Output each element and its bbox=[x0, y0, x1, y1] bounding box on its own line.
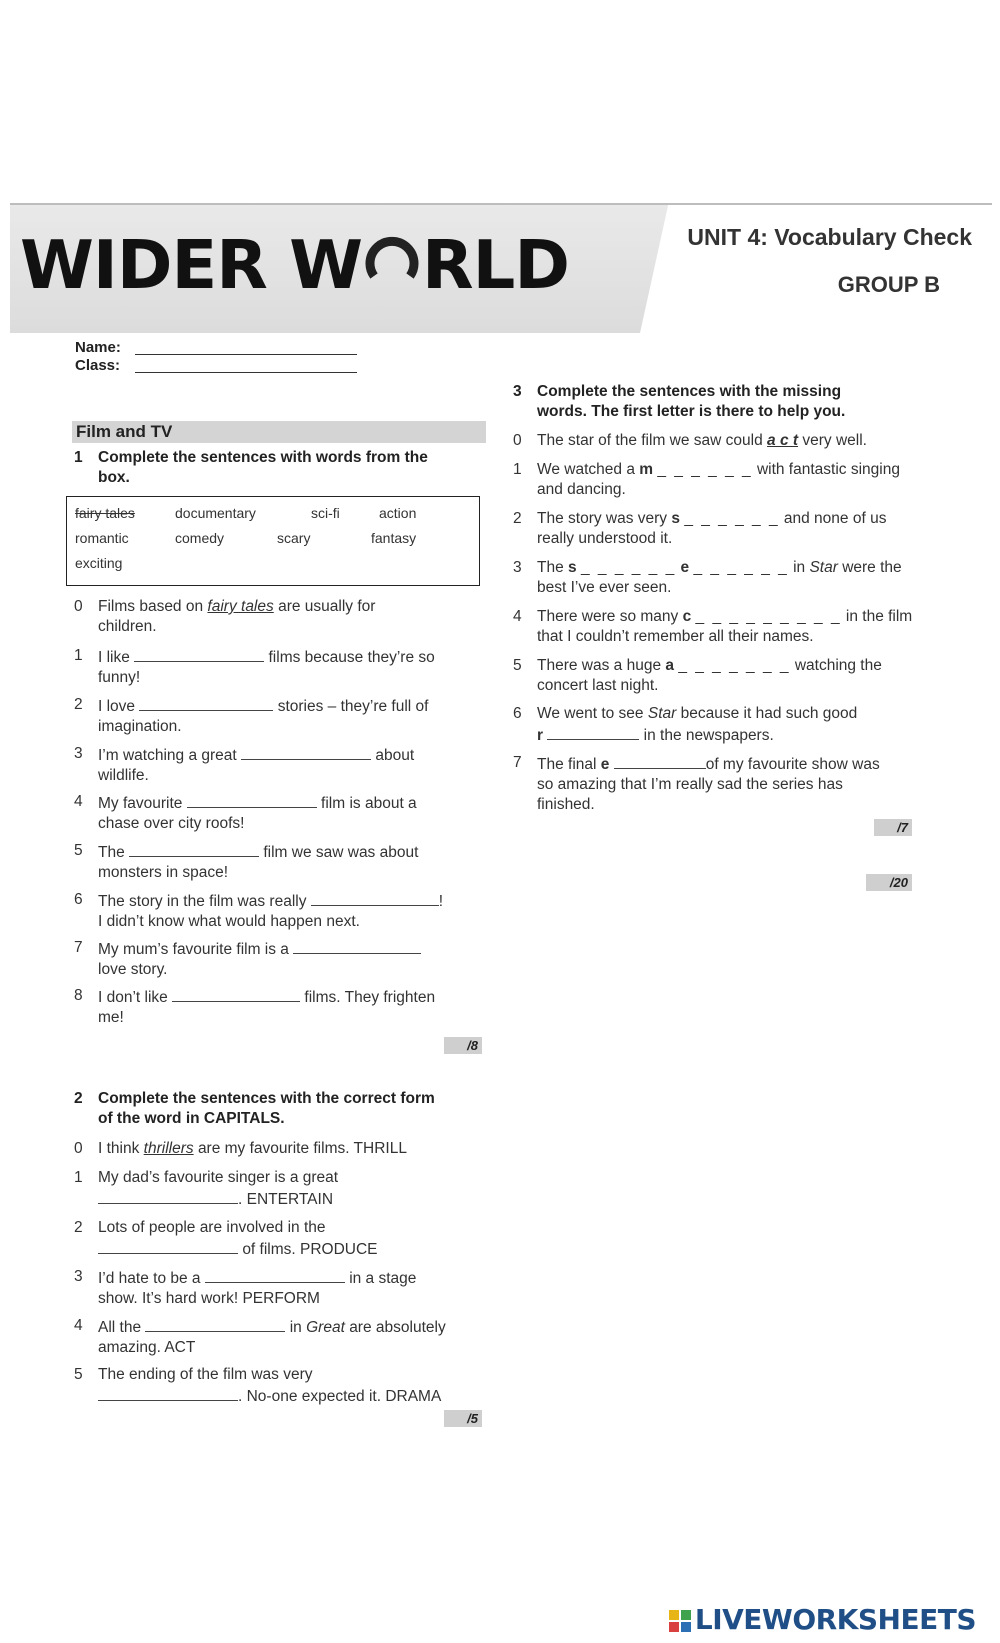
group-label: GROUP B bbox=[837, 272, 940, 297]
item-text: best I’ve ever seen. bbox=[537, 579, 672, 596]
item-text: very well. bbox=[802, 432, 867, 449]
item-text: There was a huge bbox=[537, 657, 662, 674]
ex2-score: /5 bbox=[444, 1410, 482, 1427]
ex1-item bbox=[74, 841, 478, 883]
logo-text-part1: WIDER W bbox=[20, 226, 363, 304]
word-exciting: exciting bbox=[75, 555, 123, 571]
item-text: There were so many bbox=[537, 608, 679, 625]
item-text: We watched a bbox=[537, 461, 635, 478]
ex2-item bbox=[74, 1218, 478, 1260]
item-text: We went to see bbox=[537, 705, 644, 722]
word-scary: scary bbox=[277, 530, 311, 546]
item-text: with fantastic singing bbox=[756, 461, 900, 478]
item-text: of my favourite show was bbox=[705, 756, 880, 773]
ex3-instruction-line2: words. The first letter is there to help you. bbox=[537, 403, 846, 420]
ex1-item bbox=[74, 986, 478, 1028]
item-text: . ENTERTAIN bbox=[238, 1191, 334, 1208]
item-text: The bbox=[537, 559, 564, 576]
letter-blanks[interactable]: _ _ _ _ _ _ _ bbox=[678, 657, 791, 674]
ex3-item bbox=[513, 460, 937, 500]
item-text: I don’t like bbox=[98, 989, 168, 1006]
first-letter: e bbox=[600, 756, 610, 773]
ex2-item bbox=[74, 1168, 478, 1210]
first-letter: r bbox=[537, 727, 544, 744]
answer-blank[interactable] bbox=[139, 695, 273, 711]
first-letter: m bbox=[639, 461, 654, 478]
item-text: in the newspapers. bbox=[643, 727, 774, 744]
ex1-item bbox=[74, 938, 478, 980]
class-field[interactable] bbox=[135, 372, 357, 373]
first-letter: c bbox=[682, 608, 692, 625]
item-text: My dad’s favourite singer is a great bbox=[98, 1169, 339, 1186]
item-number: 3 bbox=[74, 1268, 83, 1285]
letter-blanks[interactable]: _ _ _ _ _ _ bbox=[693, 559, 789, 576]
item-number: 5 bbox=[513, 657, 522, 674]
ex3-item bbox=[513, 431, 937, 451]
item-text: The ending of the film was very bbox=[98, 1366, 313, 1383]
answer-blank[interactable] bbox=[614, 753, 706, 769]
first-letter: a bbox=[665, 657, 675, 674]
ex1-number: 1 bbox=[74, 449, 83, 466]
item-number: 7 bbox=[74, 939, 83, 956]
item-text: and dancing. bbox=[537, 481, 626, 498]
item-text: The bbox=[98, 844, 125, 861]
item-text: in a stage bbox=[349, 1270, 417, 1287]
item-text-italic: Star bbox=[809, 559, 838, 576]
letter-blanks[interactable]: _ _ _ _ _ _ bbox=[684, 510, 780, 527]
word-fairy-tales: fairy tales bbox=[75, 505, 135, 521]
ex1-instruction bbox=[74, 448, 478, 488]
item-number: 3 bbox=[74, 745, 83, 762]
logo-square bbox=[669, 1622, 679, 1632]
word-sci-fi: sci-fi bbox=[311, 505, 340, 521]
first-letter: s bbox=[671, 510, 680, 527]
ex2-item bbox=[74, 1316, 478, 1358]
item-number: 6 bbox=[74, 891, 83, 908]
letter-blanks[interactable]: _ _ _ _ _ _ bbox=[657, 461, 753, 478]
word-box bbox=[66, 496, 480, 586]
answer-blank[interactable] bbox=[311, 890, 439, 906]
item-text: I’m watching a great bbox=[98, 747, 237, 764]
ex3-score: /7 bbox=[874, 819, 912, 836]
item-number: 1 bbox=[74, 1169, 83, 1186]
item-text: that I couldn’t remember all their names. bbox=[537, 628, 814, 645]
ex2-instruction-line2: of the word in CAPITALS. bbox=[98, 1110, 285, 1127]
item-text: so amazing that I’m really sad the series has bbox=[537, 776, 843, 793]
answer-blank[interactable] bbox=[241, 744, 371, 760]
item-text: film is about a bbox=[321, 795, 417, 812]
ex1-instruction-line1: Complete the sentences with words from the bbox=[98, 449, 428, 466]
item-number: 8 bbox=[74, 987, 83, 1004]
item-text: films because they’re so bbox=[268, 649, 435, 666]
item-text: and none of us bbox=[783, 510, 887, 527]
ex2-instruction bbox=[74, 1089, 478, 1129]
item-text: The final bbox=[537, 756, 597, 773]
answer-blank[interactable] bbox=[134, 646, 264, 662]
item-text: chase over city roofs! bbox=[98, 815, 245, 832]
ex3-item bbox=[513, 704, 937, 746]
logo-o-icon bbox=[362, 238, 422, 288]
item-number: 1 bbox=[74, 647, 83, 664]
item-text: amazing. ACT bbox=[98, 1339, 196, 1356]
item-text: in bbox=[793, 559, 806, 576]
item-text: in bbox=[289, 1319, 302, 1336]
wider-world-logo bbox=[20, 226, 569, 304]
item-text: . No-one expected it. DRAMA bbox=[238, 1388, 442, 1405]
item-text: show. It’s hard work! PERFORM bbox=[98, 1290, 320, 1307]
ex3-item bbox=[513, 753, 937, 815]
item-text: of films. PRODUCE bbox=[242, 1241, 378, 1258]
item-text: monsters in space! bbox=[98, 864, 229, 881]
item-text: concert last night. bbox=[537, 677, 659, 694]
item-text: The star of the film we saw could bbox=[537, 432, 763, 449]
word-fantasy: fantasy bbox=[371, 530, 417, 546]
item-text: ! bbox=[438, 893, 444, 910]
item-text: All the bbox=[98, 1319, 142, 1336]
logo-square bbox=[681, 1622, 691, 1632]
ex1-item bbox=[74, 597, 478, 637]
answer-blank[interactable] bbox=[205, 1267, 345, 1283]
item-number: 1 bbox=[513, 461, 522, 478]
ex2-item bbox=[74, 1139, 478, 1159]
item-text-italic: Star bbox=[647, 705, 677, 722]
brand-text: LIVEWORKSHEETS bbox=[694, 1603, 976, 1636]
item-number: 5 bbox=[74, 842, 83, 859]
item-text: I think bbox=[98, 1140, 140, 1157]
item-number: 3 bbox=[513, 559, 522, 576]
ex3-item bbox=[513, 607, 947, 647]
liveworksheets-logo-icon bbox=[669, 1610, 691, 1632]
item-text: film we saw was about bbox=[263, 844, 419, 861]
item-text: The story was very bbox=[537, 510, 668, 527]
section-title: Film and TV bbox=[72, 421, 486, 443]
ex2-item bbox=[74, 1267, 478, 1309]
word-comedy: comedy bbox=[175, 530, 225, 546]
answer-blank[interactable] bbox=[129, 841, 259, 857]
unit-title: UNIT 4: Vocabulary Check bbox=[687, 224, 972, 250]
ex1-item bbox=[74, 646, 478, 688]
logo-text-part2: RLD bbox=[422, 226, 569, 304]
item-number: 4 bbox=[74, 1317, 83, 1334]
logo-square bbox=[669, 1610, 679, 1620]
item-number: 6 bbox=[513, 705, 522, 722]
item-text: imagination. bbox=[98, 718, 182, 735]
item-text: Films based on bbox=[98, 598, 204, 615]
item-text: love story. bbox=[98, 961, 168, 978]
item-text: are my favourite films. THRILL bbox=[197, 1140, 407, 1157]
answer-blank[interactable] bbox=[98, 1385, 238, 1401]
item-number: 0 bbox=[74, 1140, 83, 1157]
ex1-item bbox=[74, 695, 478, 737]
item-text: funny! bbox=[98, 669, 141, 686]
item-text: films. They frighten bbox=[304, 989, 436, 1006]
item-text: I love bbox=[98, 698, 136, 715]
item-text: were the bbox=[842, 559, 902, 576]
ex3-number: 3 bbox=[513, 383, 522, 400]
ex3-instruction-line1: Complete the sentences with the missing bbox=[537, 383, 842, 400]
answer-blank[interactable] bbox=[145, 1316, 285, 1332]
class-label: Class: bbox=[75, 357, 121, 374]
ex3-item bbox=[513, 558, 937, 598]
ex1-item bbox=[74, 792, 478, 834]
first-letter: e bbox=[680, 559, 690, 576]
item-number: 4 bbox=[513, 608, 522, 625]
ex2-number: 2 bbox=[74, 1090, 83, 1107]
word-romantic: romantic bbox=[75, 530, 129, 546]
letter-blanks[interactable]: _ _ _ _ _ _ _ _ _ bbox=[695, 608, 842, 625]
answer-blank[interactable] bbox=[172, 986, 300, 1002]
logo-square bbox=[681, 1610, 691, 1620]
item-text: me! bbox=[98, 1009, 124, 1026]
item-number: 4 bbox=[74, 793, 83, 810]
item-text: I’d hate to be a bbox=[98, 1270, 201, 1287]
item-text: I like bbox=[98, 649, 130, 666]
example-answer: a c t bbox=[767, 432, 799, 449]
item-text: because it had such good bbox=[680, 705, 858, 722]
example-answer: fairy tales bbox=[207, 598, 274, 615]
ex1-item bbox=[74, 744, 478, 786]
ex1-score: /8 bbox=[444, 1037, 482, 1054]
name-field[interactable] bbox=[135, 354, 357, 355]
item-text: about bbox=[375, 747, 415, 764]
name-label: Name: bbox=[75, 339, 121, 356]
ex3-item bbox=[513, 509, 937, 549]
answer-blank[interactable] bbox=[187, 792, 317, 808]
item-text: children. bbox=[98, 618, 157, 635]
item-text: stories – they’re full of bbox=[277, 698, 429, 715]
item-text: I didn’t know what would happen next. bbox=[98, 913, 360, 930]
item-number: 2 bbox=[513, 510, 522, 527]
item-text: really understood it. bbox=[537, 530, 673, 547]
answer-blank[interactable] bbox=[293, 938, 421, 954]
item-number: 0 bbox=[74, 598, 83, 615]
ex3-instruction bbox=[513, 382, 937, 422]
word-documentary: documentary bbox=[175, 505, 256, 521]
item-text: My favourite bbox=[98, 795, 183, 812]
total-score: /20 bbox=[866, 874, 912, 891]
item-text: watching the bbox=[794, 657, 882, 674]
ex2-instruction-line1: Complete the sentences with the correct form bbox=[98, 1090, 435, 1107]
item-text: in the film bbox=[845, 608, 913, 625]
item-text: finished. bbox=[537, 796, 595, 813]
answer-blank[interactable] bbox=[547, 724, 639, 740]
ex1-instruction-line2: box. bbox=[98, 469, 130, 486]
word-action: action bbox=[379, 505, 417, 521]
ex2-item bbox=[74, 1365, 478, 1407]
example-answer: thrillers bbox=[143, 1140, 194, 1157]
item-number: 2 bbox=[74, 1219, 83, 1236]
first-letter: s bbox=[568, 559, 577, 576]
item-text: are usually for bbox=[278, 598, 376, 615]
item-number: 2 bbox=[74, 696, 83, 713]
item-number: 0 bbox=[513, 432, 522, 449]
answer-blank[interactable] bbox=[98, 1238, 238, 1254]
item-text: Lots of people are involved in the bbox=[98, 1219, 326, 1236]
item-text: wildlife. bbox=[98, 767, 149, 784]
answer-blank[interactable] bbox=[98, 1188, 238, 1204]
ex1-item bbox=[74, 890, 488, 932]
letter-blanks[interactable]: _ _ _ _ _ _ bbox=[580, 559, 677, 576]
ex3-item bbox=[513, 656, 937, 696]
item-text: My mum’s favourite film is a bbox=[98, 941, 289, 958]
item-number: 7 bbox=[513, 754, 522, 771]
item-text: The story in the film was really bbox=[98, 893, 307, 910]
item-number: 5 bbox=[74, 1366, 83, 1383]
liveworksheets-brand[interactable] bbox=[669, 1603, 976, 1636]
item-text: are absolutely bbox=[349, 1319, 446, 1336]
item-text-italic: Great bbox=[306, 1319, 345, 1336]
